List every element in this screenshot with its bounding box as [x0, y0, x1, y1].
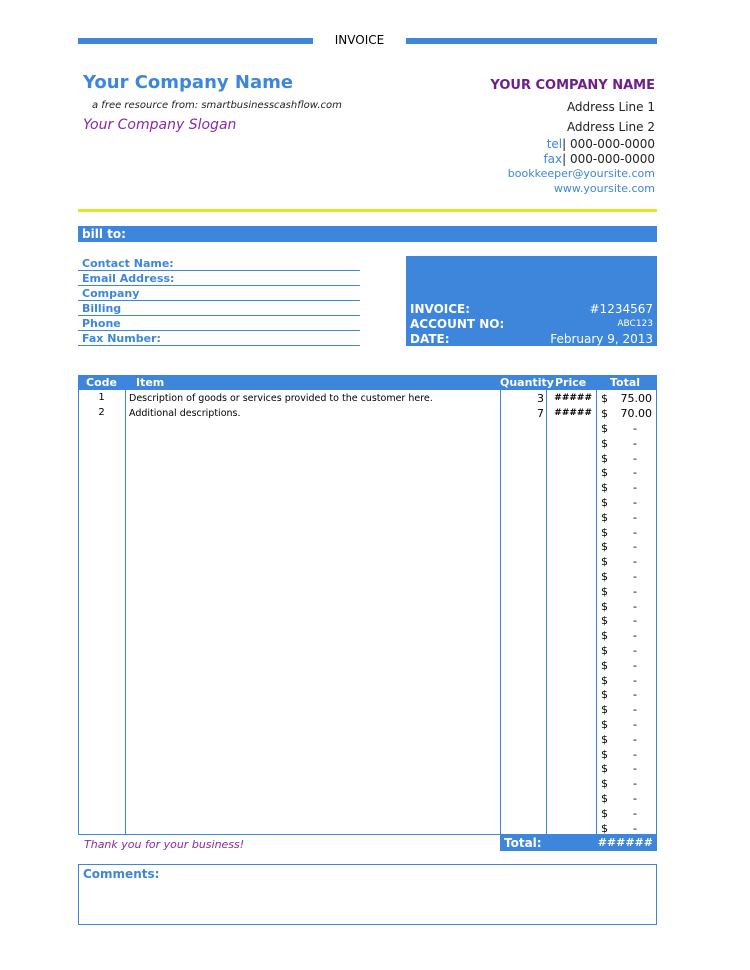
row-currency: $	[601, 658, 608, 672]
tel-line	[547, 137, 655, 151]
row-currency: $	[601, 451, 608, 465]
row-currency: $	[601, 510, 608, 524]
row-currency: $	[601, 466, 608, 480]
billing-field[interactable]: Billing	[78, 302, 360, 316]
row-total: -	[633, 718, 637, 731]
fax-line	[543, 152, 655, 166]
row-currency: $	[601, 703, 608, 717]
row-currency: $	[601, 481, 608, 495]
row-total: -	[633, 673, 637, 687]
account-number-label: ACCOUNT NO:	[410, 317, 505, 331]
bill-to-label: bill to:	[82, 227, 126, 241]
total-label: Total:	[504, 836, 542, 850]
address-line-2: Address Line 2	[566, 120, 655, 134]
row-total: -	[633, 806, 637, 820]
invoice-info-box	[406, 256, 657, 346]
row-total: -	[633, 629, 637, 643]
row-code: 2	[98, 407, 105, 418]
row-total: -	[633, 496, 637, 509]
row-currency: $	[601, 821, 608, 835]
thank-you-note: Thank you for your business!	[84, 838, 245, 851]
row-currency: $	[601, 540, 608, 554]
row-total: -	[633, 658, 637, 672]
company-slogan: Your Company Slogan	[83, 117, 237, 133]
row-currency: $	[601, 392, 608, 405]
comments-label: Comments:	[83, 867, 160, 881]
column-divider	[125, 390, 126, 835]
row-total: -	[633, 688, 637, 702]
phone-field[interactable]: Phone	[78, 317, 360, 331]
row-total: -	[633, 732, 637, 746]
header-bar-right	[406, 38, 657, 44]
row-total: -	[633, 792, 637, 805]
email-link[interactable]: bookkeeper@yoursite.com	[507, 167, 655, 180]
items-table	[78, 375, 657, 835]
row-currency: $	[601, 777, 608, 791]
row-total: -	[633, 466, 637, 480]
row-currency: $	[601, 407, 608, 420]
row-total: -	[633, 481, 637, 495]
column-divider	[546, 390, 547, 835]
row-total: -	[633, 777, 637, 791]
row-currency: $	[601, 614, 608, 628]
tel-value: | 000-000-0000	[562, 137, 655, 151]
row-total: -	[633, 599, 637, 613]
contact-name-field[interactable]: Contact Name:	[78, 257, 360, 271]
row-total: -	[633, 570, 637, 583]
row-currency: $	[601, 555, 608, 569]
table-header	[78, 375, 657, 390]
resource-text: a free resource from: smartbusinesscashflow.com	[92, 100, 342, 111]
company-name-right: YOUR COMPANY NAME	[490, 78, 655, 93]
bill-to-bar	[78, 226, 657, 242]
invoice-title: INVOICE	[334, 33, 385, 47]
header-total: Total	[610, 376, 641, 389]
header-code: Code	[86, 376, 117, 389]
row-quantity: 3	[537, 392, 544, 405]
row-item: Additional descriptions.	[129, 408, 241, 419]
row-currency: $	[601, 436, 608, 450]
fax-number-field[interactable]: Fax Number:	[78, 332, 360, 346]
row-price: #####	[554, 393, 592, 403]
row-total: -	[633, 703, 637, 717]
row-currency: $	[601, 732, 608, 746]
row-total: -	[633, 451, 637, 465]
row-currency: $	[601, 673, 608, 687]
row-total: -	[633, 540, 637, 554]
row-item: Description of goods or services provided to the customer here.	[129, 393, 433, 404]
date-label: DATE:	[410, 332, 450, 346]
row-currency: $	[601, 792, 608, 805]
invoice-number-value: #1234567	[589, 302, 653, 316]
divider-line	[78, 209, 657, 212]
row-currency: $	[601, 747, 608, 761]
row-currency: $	[601, 718, 608, 731]
row-total: -	[633, 644, 637, 657]
header-item: Item	[136, 376, 165, 389]
date-value: February 9, 2013	[550, 332, 653, 346]
tel-label: tel	[546, 137, 563, 151]
date-row	[410, 332, 653, 347]
fax-label: fax	[543, 152, 563, 166]
row-total: -	[633, 436, 637, 450]
account-number-value: ABC123	[617, 319, 653, 329]
row-currency: $	[601, 584, 608, 598]
row-total: -	[633, 555, 637, 569]
row-currency: $	[601, 496, 608, 509]
website-link[interactable]: www.yoursite.com	[553, 182, 655, 195]
row-total: 75.00	[620, 392, 652, 405]
row-total: -	[633, 762, 637, 776]
row-total: 70.00	[620, 407, 652, 420]
invoice-number-row	[410, 302, 653, 317]
row-total: -	[633, 614, 637, 628]
row-quantity: 7	[537, 407, 544, 420]
row-total: -	[633, 821, 637, 835]
fax-value: | 000-000-0000	[562, 152, 655, 166]
header-price: Price	[555, 376, 587, 389]
row-total: -	[633, 525, 637, 539]
comments-box[interactable]	[78, 864, 657, 925]
email-address-field[interactable]: Email Address:	[78, 272, 360, 286]
row-currency: $	[601, 762, 608, 776]
total-value: ######	[597, 836, 653, 849]
row-currency: $	[601, 599, 608, 613]
header-bar-left	[78, 38, 313, 44]
company-field[interactable]: Company	[78, 287, 360, 301]
column-divider	[596, 390, 597, 835]
row-total: -	[633, 510, 637, 524]
row-currency: $	[601, 570, 608, 583]
row-currency: $	[601, 525, 608, 539]
row-currency: $	[601, 644, 608, 657]
row-currency: $	[601, 688, 608, 702]
header-quantity: Quantity	[500, 376, 554, 389]
row-price: #####	[554, 408, 592, 418]
row-total: -	[633, 422, 637, 435]
row-currency: $	[601, 629, 608, 643]
row-currency: $	[601, 422, 608, 435]
row-total: -	[633, 747, 637, 761]
row-total: -	[633, 584, 637, 598]
total-bar	[500, 835, 657, 851]
company-name: Your Company Name	[83, 72, 294, 93]
invoice-number-label: INVOICE:	[410, 302, 471, 316]
row-currency: $	[601, 806, 608, 820]
address-line-1: Address Line 1	[566, 100, 655, 114]
row-code: 1	[98, 392, 105, 403]
column-divider	[500, 390, 501, 835]
account-number-row	[410, 317, 653, 332]
